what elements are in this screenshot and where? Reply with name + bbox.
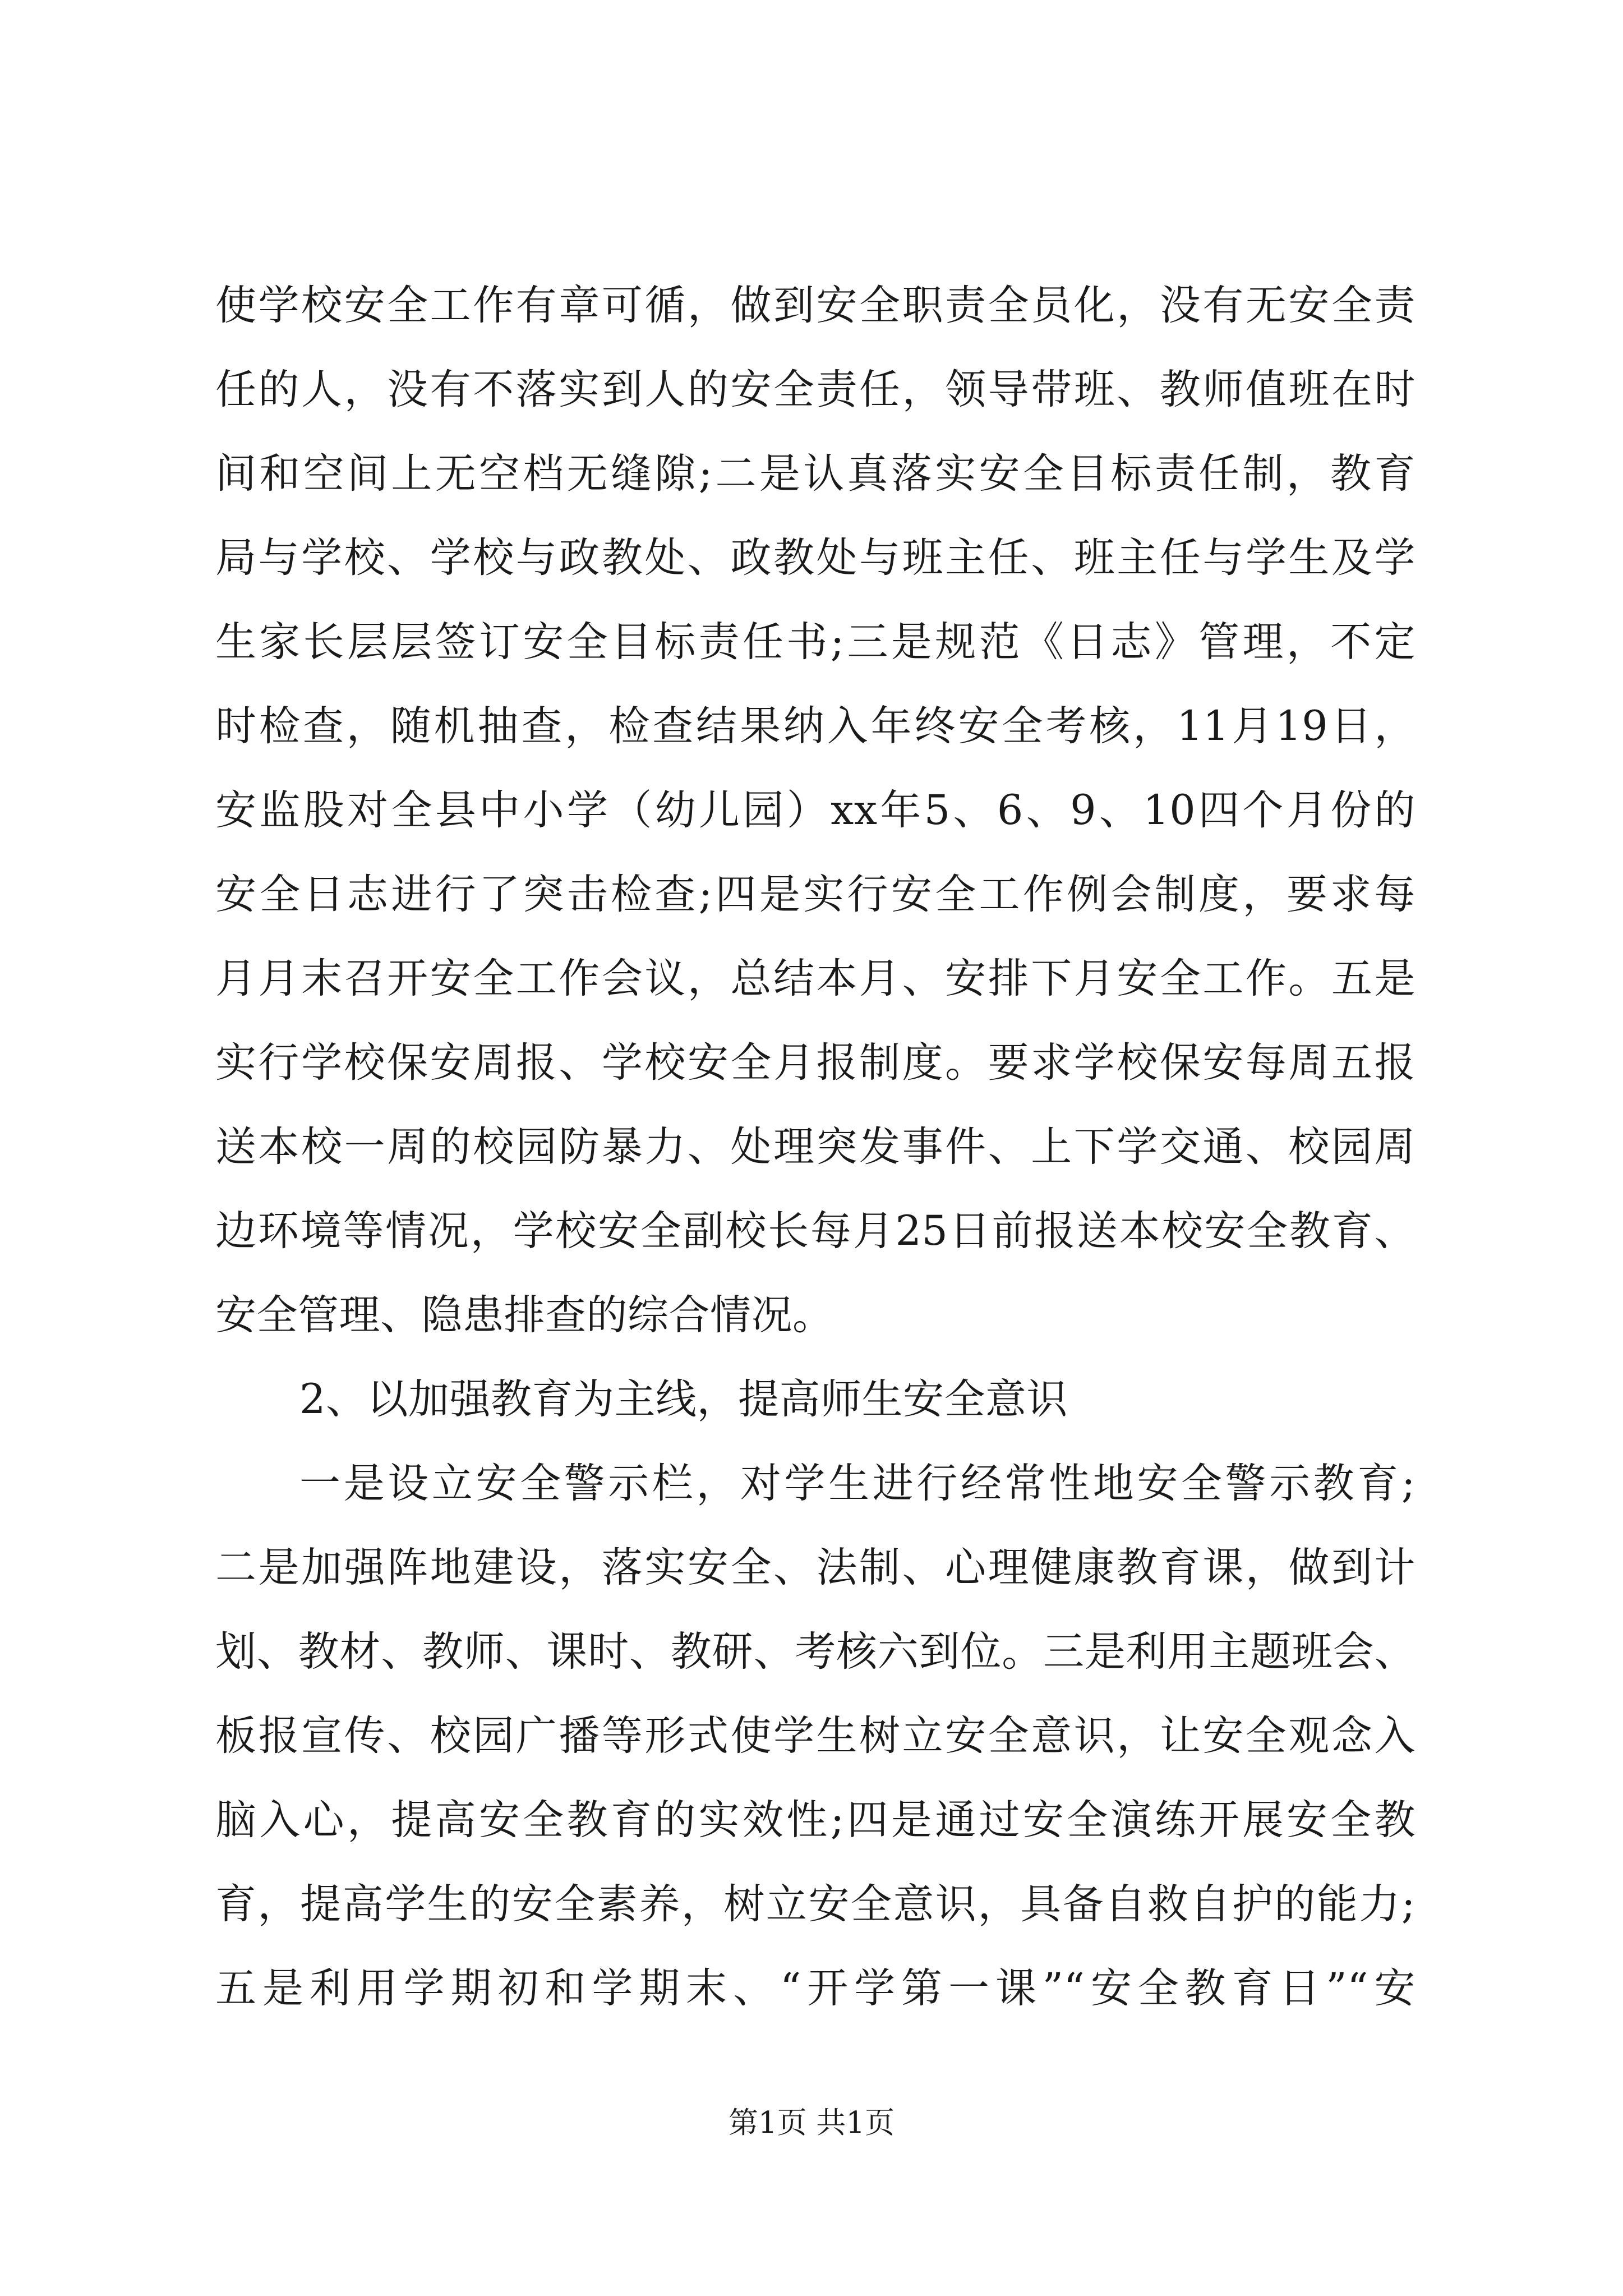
body-line: 一是设立安全警示栏，对学生进行经常性地安全警示教育; (299, 1460, 1415, 1507)
body-line: 二是加强阵地建设，落实安全、法制、心理健康教育课，做到计 (215, 1544, 1415, 1591)
body-line: 五是利用学期初和学期末、“开学第一课”“安全教育日”“安 (215, 1964, 1415, 2012)
body-line: 板报宣传、校园广播等形式使学生树立安全意识，让安全观念入 (215, 1712, 1415, 1760)
body-line: 划、教材、教师、课时、教研、考核六到位。三是利用主题班会、 (215, 1628, 1415, 1676)
body-line: 实行学校保安周报、学校安全月报制度。要求学校保安每周五报 (215, 1039, 1415, 1087)
body-line: 脑入心，提高安全教育的实效性;四是通过安全演练开展安全教 (215, 1796, 1415, 1844)
body-line: 安全日志进行了突击检查;四是实行安全工作例会制度，要求每 (215, 871, 1415, 918)
document-body (215, 264, 1415, 2031)
body-line: 任的人，没有不落实到人的安全责任，领导带班、教师值班在时 (215, 366, 1415, 413)
body-line: 生家长层层签订安全目标责任书;三是规范《日志》管理，不定 (215, 618, 1415, 666)
section-heading: 2、以加强教育为主线，提高师生安全意识 (299, 1375, 1068, 1423)
body-line: 边环境等情况，学校安全副校长每月25日前报送本校安全教育、 (215, 1207, 1415, 1255)
body-line: 局与学校、学校与政教处、政教处与班主任、班主任与学生及学 (215, 534, 1415, 582)
body-line: 间和空间上无空档无缝隙;二是认真落实安全目标责任制，教育 (215, 450, 1415, 498)
body-line: 安全管理、隐患排查的综合情况。 (215, 1291, 834, 1339)
body-line: 时检查，随机抽查，检查结果纳入年终安全考核，11月19日， (215, 702, 1415, 750)
body-line: 安监股对全县中小学（幼儿园）xx年5、6、9、10四个月份的 (215, 786, 1415, 834)
page-number-label: 第1页 共1页 (728, 2106, 895, 2140)
body-line: 月月末召开安全工作会议，总结本月、安排下月安全工作。五是 (215, 955, 1415, 1002)
body-line: 使学校安全工作有章可循，做到安全职责全员化，没有无安全责 (215, 282, 1415, 329)
body-line: 送本校一周的校园防暴力、处理突发事件、上下学交通、校园周 (215, 1123, 1415, 1171)
body-line: 育，提高学生的安全素养，树立安全意识，具备自救自护的能力; (215, 1880, 1415, 1928)
page-footer (0, 2104, 1623, 2143)
